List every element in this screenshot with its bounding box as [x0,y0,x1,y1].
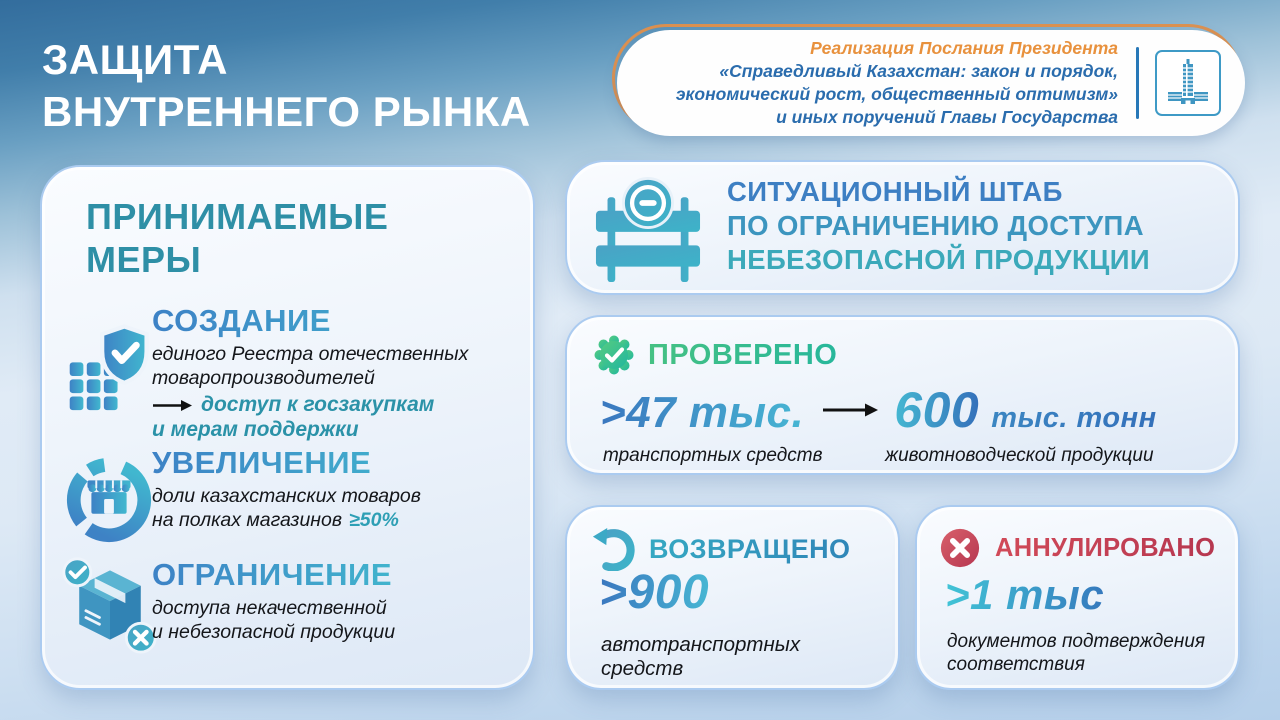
restricted-box-icon [60,553,160,662]
annulled-header [939,527,1215,569]
measure-result-line1: доступ к госзакупкам [201,393,435,417]
long-right-arrow-icon [152,399,192,412]
measure-text: доли казахстанских товаров на полках магазинов ≥50% [152,485,421,531]
measure-text: доступа некачественной и небезопасной продукции [152,597,396,643]
returned-label: ВОЗВРАЩЕНО [649,533,851,564]
annulled-caption-line1: документов подтверждения [947,631,1206,652]
returned-value: >900 [599,566,710,619]
measure-text: единого Реестра отечественных товаропроизводителей [152,343,469,389]
header-badge-text [617,37,1118,129]
government-building-icon [1155,50,1221,116]
road-barrier-icon [595,174,701,291]
header-badge-line1: «Справедливый Казахстан: закон и порядок, [719,60,1118,81]
checked-value2-caption: животноводческой продукции [885,445,1154,466]
checked-header [594,335,837,375]
annulled-stats-card [915,505,1240,690]
page-title-line1: ЗАЩИТА [42,36,228,83]
checked-stats-card [565,315,1240,475]
measure-title: СОЗДАНИЕ [152,303,468,339]
checked-label: ПРОВЕРЕНО [648,338,838,371]
hq-line2: ПО ОГРАНИЧЕНИЮ ДОСТУПА [727,210,1144,242]
measure-item-creation [152,303,468,443]
page-title [42,34,531,138]
returned-caption-line1: автотранспортных [601,633,801,656]
hq-line1: СИТУАЦИОННЫЙ ШТАБ [727,176,1063,207]
measures-panel [40,165,535,690]
measure-title: УВЕЛИЧЕНИЕ [152,445,421,481]
measure-item-increase [152,445,421,532]
annulled-label: АННУЛИРОВАНО [995,533,1216,562]
annulled-caption-line2: соответствия [947,654,1085,675]
checked-values-row [600,381,1157,439]
situation-hq-banner [565,160,1240,295]
situation-hq-text [727,175,1150,277]
hq-line3: НЕБЕЗОПАСНОЙ ПРОДУКЦИИ [727,244,1151,276]
header-badge [617,30,1245,136]
measure-result-line2: и мерам поддержки [152,417,359,441]
verified-seal-icon [594,335,634,375]
measure-result-row [152,393,468,418]
cancel-cross-icon [939,527,981,569]
annulled-value: >1 тыс [945,571,1105,618]
shield-check-registry-icon [68,317,150,428]
market-share-donut-icon [64,455,154,550]
measures-heading: ПРИНИМАЕМЫЕ МЕРЫ [86,196,389,281]
measure-item-restriction [152,557,395,644]
checked-value1-caption: транспортных средств [603,445,823,466]
checked-value2: 600 [894,382,980,438]
header-badge-heading: Реализация Послания Президента [810,37,1118,58]
returned-stats-card [565,505,900,690]
long-right-arrow-icon [822,402,878,418]
measure-title: ОГРАНИЧЕНИЕ [152,557,395,593]
share-target-value: ≥50% [349,508,399,531]
returned-caption-line2: средств [601,657,684,680]
header-badge-line2: экономический рост, общественный оптимизм» [675,84,1118,104]
checked-value2-unit: тыс. тонн [991,402,1157,434]
page-title-line2: ВНУТРЕННЕГО РЫНКА [42,88,531,136]
header-badge-line3: и иных поручений Главы Государства [776,107,1118,128]
checked-value1: >47 тыс. [600,388,805,437]
vertical-divider [1136,47,1139,119]
